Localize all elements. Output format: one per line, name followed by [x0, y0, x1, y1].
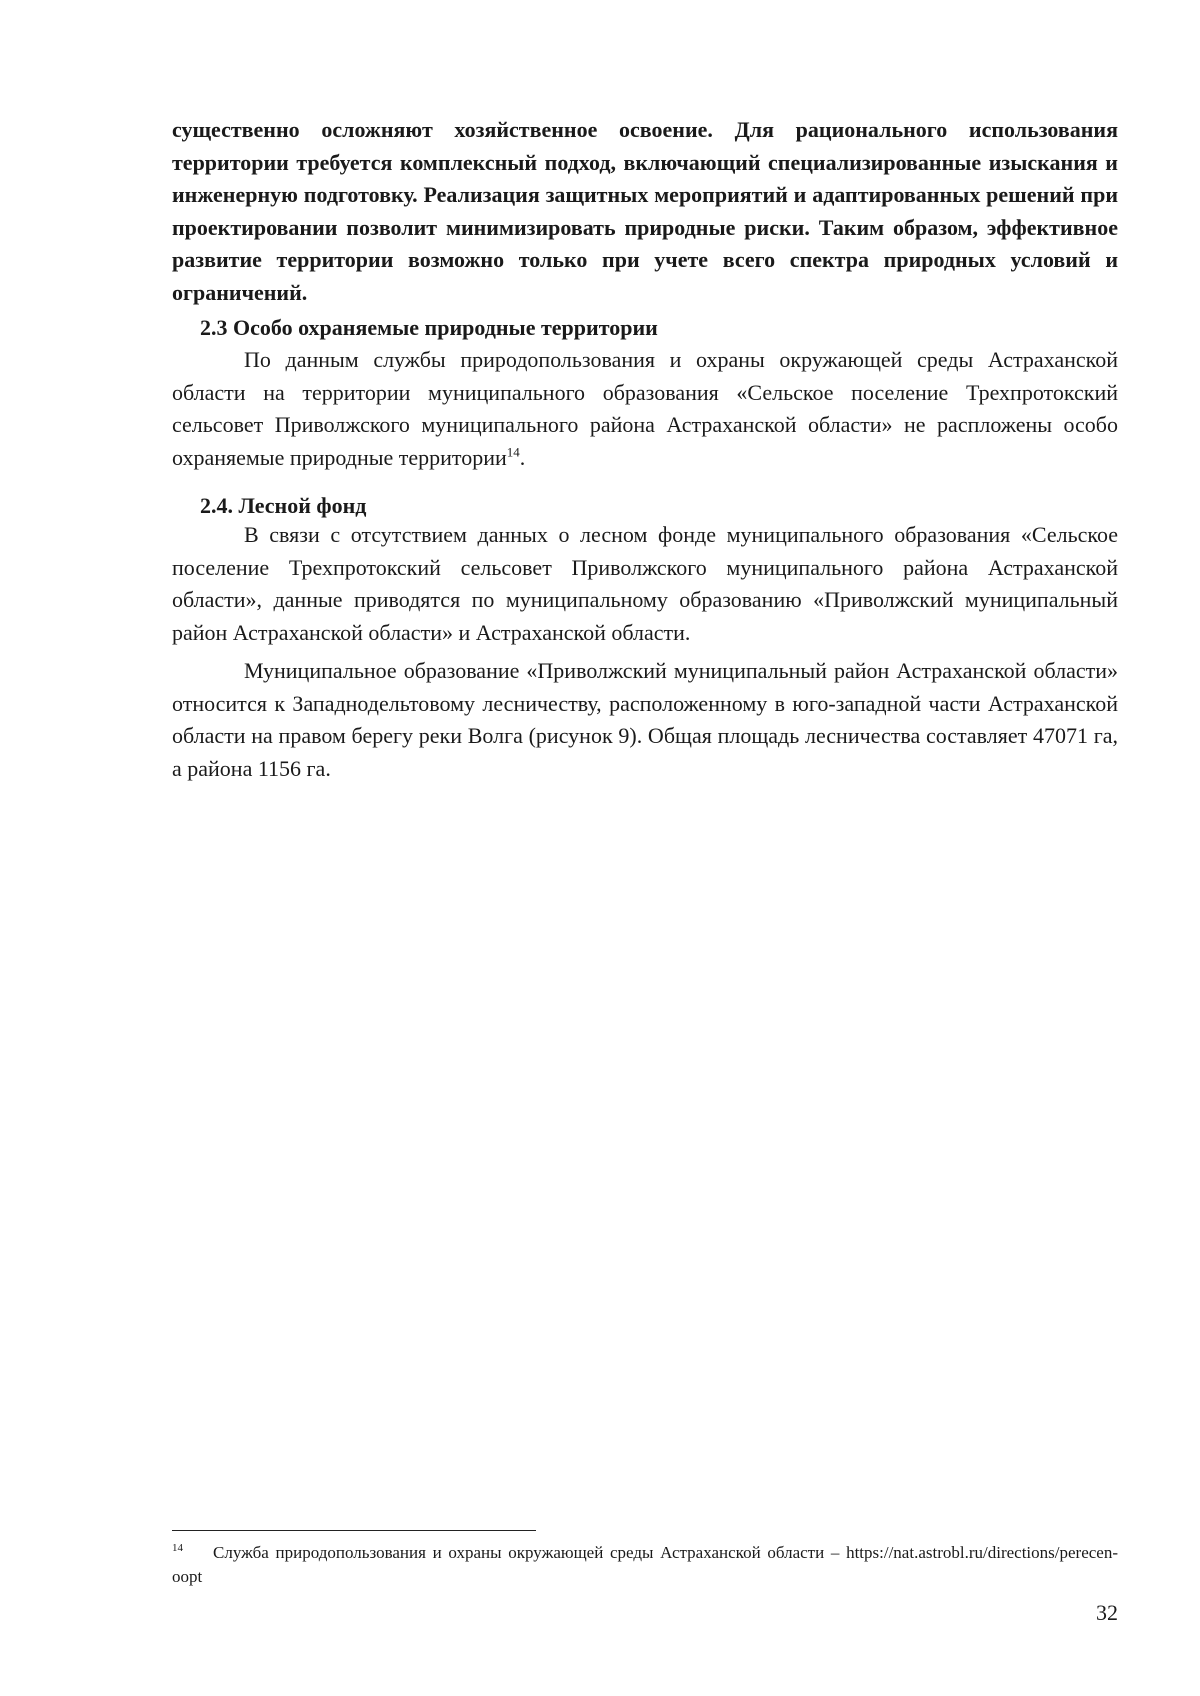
footnote-divider	[172, 1530, 536, 1531]
footnote-reference[interactable]: 14	[506, 444, 520, 460]
intro-paragraph: существенно осложняют хозяйственное освоение. Для рационального использования территории требуется комплексный подход, включающий специализированные изыскания и инженерную подготовку. Реализация защитных мероприятий и адаптированных решений при проектировании позволит минимизировать природные риски. Таким образом, эффективное развитие территории возможно только при учете всего спектра природных условий и ограничений.	[172, 117, 1118, 305]
section-2-4-heading: 2.4. Лесной фонд	[200, 493, 367, 518]
section-2-3-body	[172, 344, 1118, 474]
section-2-4-paragraph-1: В связи с отсутствием данных о лесном фонде муниципального образования «Сельское поселение Трехпротокский сельсовет Приволжского муниципального района Астраханской области», данные приводятся по муниципальному образованию «Приволжский муниципальный район Астраханской области» и Астраханской области.	[172, 522, 1118, 645]
footnote-text: Служба природопользования и охраны окружающей среды Астраханской области – https://nat.astrobl.ru/directions/perecen-oopt	[172, 1543, 1118, 1586]
section-2-3-paragraph-end: .	[519, 444, 526, 470]
footnote-number: 14	[172, 1542, 183, 1555]
page-number: 32	[1096, 1600, 1118, 1625]
section-2-4-body	[172, 519, 1118, 785]
footnote	[172, 1541, 1118, 1589]
section-2-3-paragraph	[172, 344, 1118, 474]
section-2-4-paragraph-2: Муниципальное образование «Приволжский муниципальный район Астраханской области» относится к Западнодельтовому лесничеству, расположенному в юго-западной части Астраханской области на правом берегу реки Волга (рисунок 9). Общая площадь лесничества составляет 47071 га, а района 1156 га.	[172, 658, 1118, 781]
section-2-3-heading: 2.3 Особо охраняемые природные территории	[200, 315, 658, 340]
section-2-3-paragraph-text: По данным службы природопользования и охраны окружающей среды Астраханской области на территории муниципального образования «Сельское поселение Трехпротокский сельсовет Приволжского муниципального района Астраханской области» не распложены особо охраняемые природные территории	[172, 347, 1118, 470]
